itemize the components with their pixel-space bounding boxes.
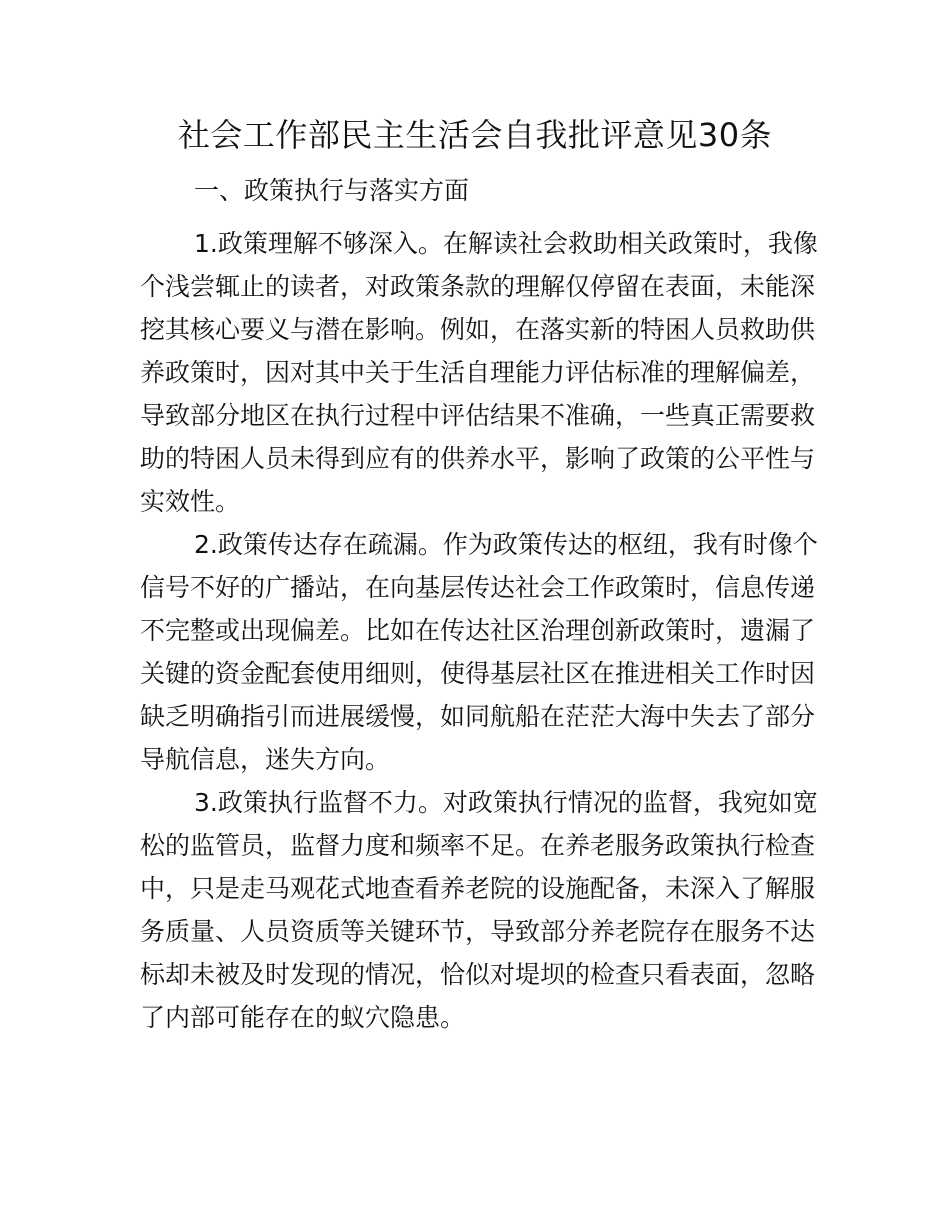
paragraph-line: 关键的资金配套使用细则，使得基层社区在推进相关工作时因 [140,659,816,688]
paragraph-line: 3.政策执行监督不力。对政策执行情况的监督，我宛如宽 [194,788,818,817]
paragraph-3 [140,781,818,1039]
paragraph-line: 导致部分地区在执行过程中评估结果不准确，一些真正需要救 [140,401,816,430]
paragraph-line: 信号不好的广播站，在向基层传达社会工作政策时，信息传递 [140,573,816,602]
paragraph-line: 2.政策传达存在疏漏。作为政策传达的枢纽，我有时像个 [194,530,818,559]
paragraph-1 [140,222,818,523]
paragraph-line: 务质量、人员资质等关键环节，导致部分养老院存在服务不达 [140,917,816,946]
paragraph-line: 了内部可能存在的蚁穴隐患。 [140,1003,466,1032]
paragraph-line: 不完整或出现偏差。比如在传达社区治理创新政策时，遗漏了 [140,616,816,645]
paragraph-line: 助的特困人员未得到应有的供养水平，影响了政策的公平性与 [140,444,816,473]
paragraph-line: 导航信息，迷失方向。 [140,745,391,774]
document-body [140,222,818,1039]
document-title: 社会工作部民主生活会自我批评意见30条 [177,116,773,154]
paragraph-line: 个浅尝辄止的读者，对政策条款的理解仅停留在表面，未能深 [140,272,816,301]
paragraph-line: 1.政策理解不够深入。在解读社会救助相关政策时，我像 [194,229,818,258]
paragraph-line: 中，只是走马观花式地查看养老院的设施配备，未深入了解服 [140,874,816,903]
paragraph-line: 标却未被及时发现的情况，恰似对堤坝的检查只看表面，忽略 [140,960,816,989]
paragraph-line: 缺乏明确指引而进展缓慢，如同航船在茫茫大海中失去了部分 [140,702,816,731]
paragraph-line: 实效性。 [140,487,241,516]
section-heading: 一、政策执行与落实方面 [194,176,470,205]
paragraph-line: 养政策时，因对其中关于生活自理能力评估标准的理解偏差， [140,358,816,387]
paragraph-line: 松的监管员，监督力度和频率不足。在养老服务政策执行检查 [140,831,816,860]
paragraph-2 [140,523,818,781]
paragraph-line: 挖其核心要义与潜在影响。例如，在落实新的特困人员救助供 [140,315,816,344]
